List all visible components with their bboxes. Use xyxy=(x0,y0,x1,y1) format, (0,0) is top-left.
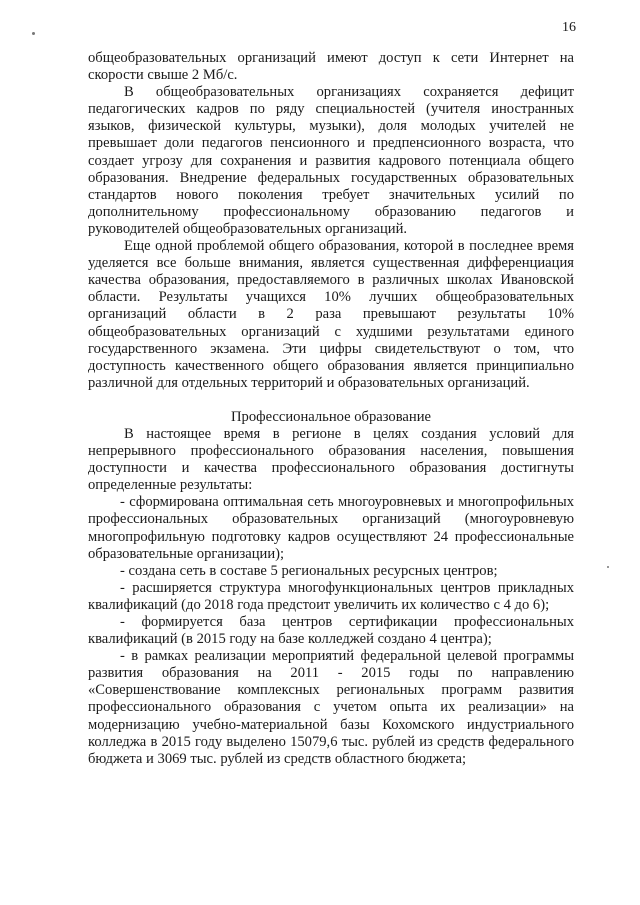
list-item: - расширяется структура многофункциональных центров прикладных квалификаций (до 2018 года предстоит увеличить их количество с 4 до 6); xyxy=(88,579,574,613)
page-number: 16 xyxy=(562,20,576,35)
section-intro: В настоящее время в регионе в целях создания условий для непрерывного профессионального образования населения, повышения доступности и качества профессионального образования достигнуты определенные результаты: xyxy=(88,425,574,494)
list-item: - формируется база центров сертификации профессиональных квалификаций (в 2015 году на базе колледжей создано 4 центра); xyxy=(88,614,574,648)
list-item: - создана сеть в составе 5 региональных ресурсных центров; xyxy=(120,562,498,579)
paragraph-teacher-shortage: В общеобразовательных организациях сохраняется дефицит педагогических кадров по ряду специальностей (учителя иностранных языков, физической культуры, музыки), доля молодых учителей не превышает доли педагогов пенсионного и предпенсионного возраста, что создает угрозу для сохранения и развития кадрового потенциала общего образования. Внедрение федеральных государственных образовательных стандартов нового поколения требует значительных усилий по дополнительному профессиональному образованию педагогов и руководителей общеобразовательных организаций. xyxy=(88,84,574,237)
paragraph-continuation: общеобразовательных организаций имеют доступ к сети Интернет на скорости свыше 2 Мб/с. xyxy=(88,50,574,84)
scan-speck xyxy=(607,566,609,568)
scan-speck xyxy=(32,32,35,35)
section-heading: Профессиональное образование xyxy=(230,408,431,425)
list-item: - в рамках реализации мероприятий федеральной целевой программы развития образования на 2011 - 2015 годы по направлению «Совершенствование комплексных региональных программ развития профессионального образования с учетом опыта их реализации» на модернизацию учебно-материальной базы Кохомского индустриального колледжа в 2015 году выделено 15079,6 тыс. рублей из средств федерального бюджета и 3069 тыс. рублей из средств областного бюджета; xyxy=(88,648,574,767)
list-item: - сформирована оптимальная сеть многоуровневых и многопрофильных профессиональных образовательных организаций (многоуровневую многопрофильную подготовку кадров осуществляют 24 профессиональные образовательные организации); xyxy=(88,494,574,562)
document-body xyxy=(88,50,574,768)
paragraph-quality-differentiation: Еще одной проблемой общего образования, которой в последнее время уделяется все больше внимания, является существенная дифференциация качества образования, предоставляемого в различных школах Ивановской области. Результаты учащихся 10% лучших общеобразовательных организаций области в 2 раза превышают результаты 10% общеобразовательных организаций с худшими результатами единого государственного экзамена. Эти цифры свидетельствуют о том, что доступность качественного общего образования является принципиально различной для отдельных территорий и образовательных организаций. xyxy=(88,238,574,391)
